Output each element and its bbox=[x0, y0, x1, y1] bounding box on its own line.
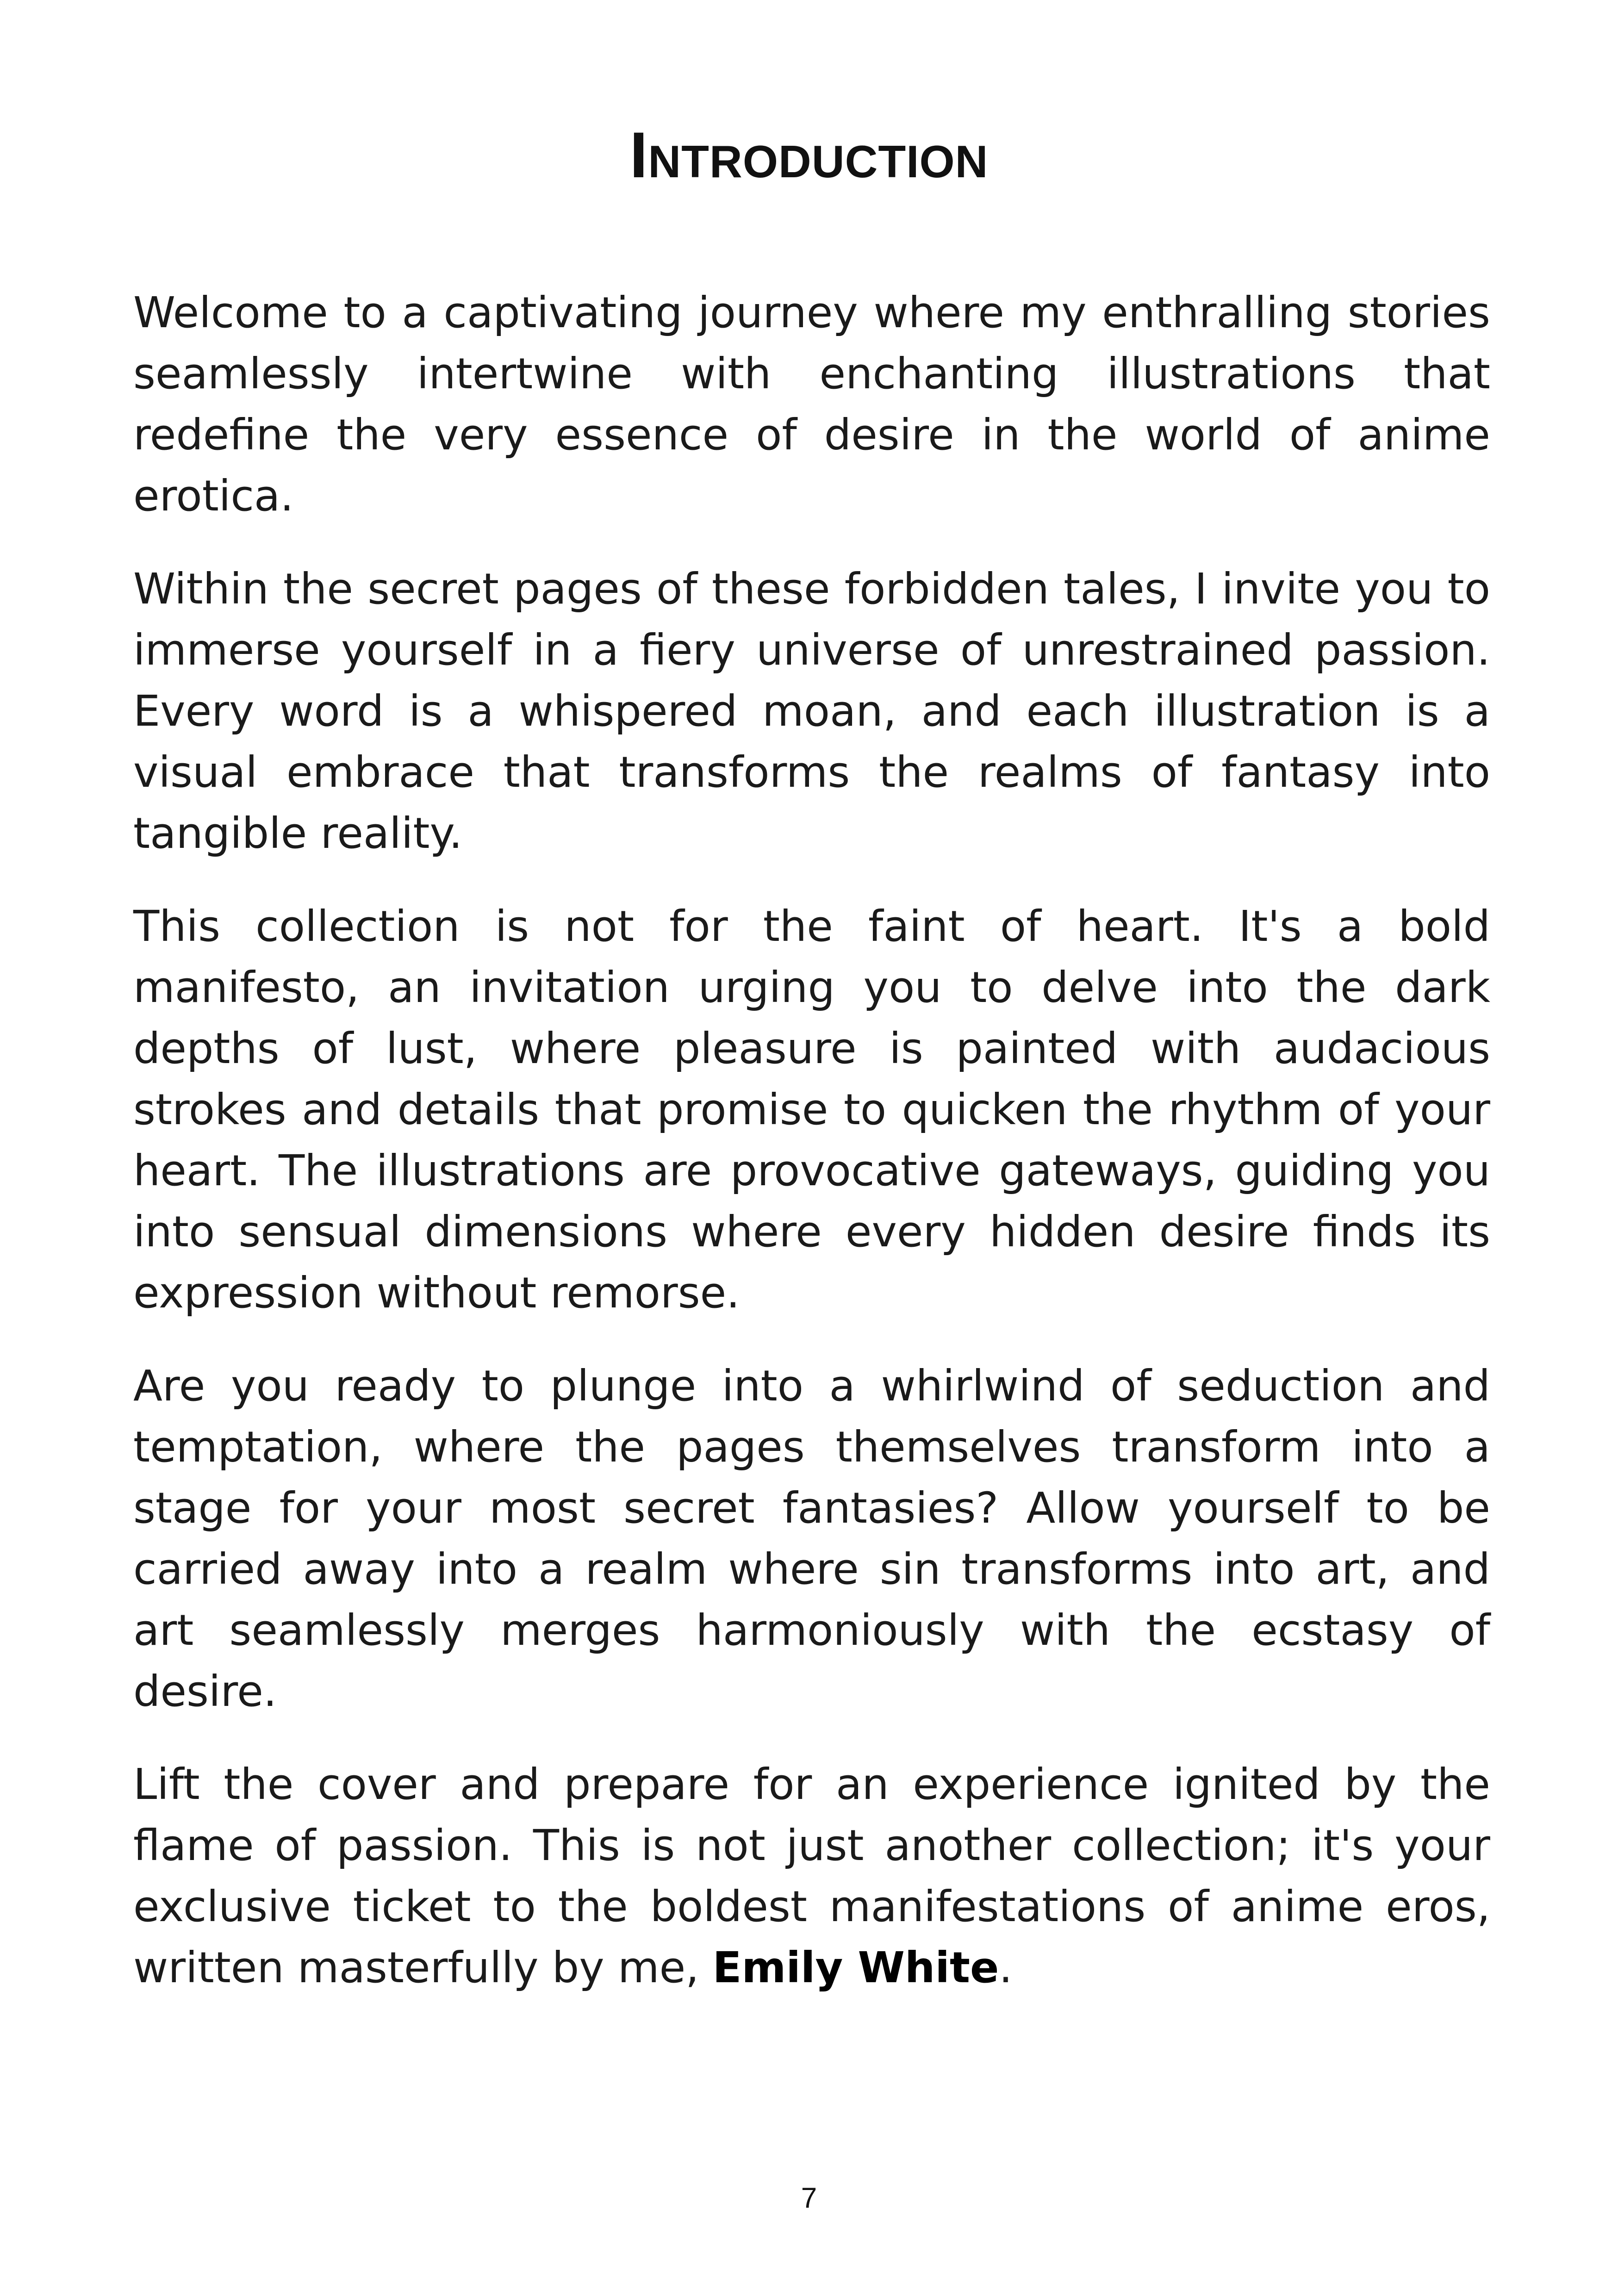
author-name: Emily White bbox=[712, 1943, 999, 1992]
paragraph-1: Welcome to a captivating journey where my enthralling stories seamlessly intertwine with enchanting illustrations that redefine the very essence of desire in the world of anime erotica. bbox=[133, 288, 1490, 521]
paragraph-3: This collection is not for the faint of heart. It's a bold manifesto, an invitation urging you to delve into the dark depths of lust, where pleasure is painted with audacious strokes and details that promise to quicken the rhythm of your heart. The illustrations are provocative gateways, guiding you into sensual dimensions where every hidden desire finds its expression without remorse. bbox=[133, 902, 1490, 1318]
closing-period: . bbox=[999, 1943, 1013, 1992]
paragraph-2: Within the secret pages of these forbidden tales, I invite you to immerse yourself in a fiery universe of unrestrained passion. Every word is a whispered moan, and each illustration is a visual embrace that transforms the realms of fantasy into tangible reality. bbox=[133, 564, 1490, 858]
page-number: 7 bbox=[801, 2182, 817, 2214]
closing-text: Lift the cover and prepare for an experience ignited by the flame of passion. This is not just another collection; it's your exclusive ticket to the boldest manifestations of anime eros, written masterfully by me, bbox=[133, 1760, 1490, 1992]
body-text bbox=[133, 282, 1490, 2030]
paragraph-5 bbox=[133, 1754, 1490, 1998]
paragraph-4: Are you ready to plunge into a whirlwind of seduction and temptation, where the pages themselves transform into a stage for your most secret fantasies? Allow yourself to be carried away into a realm where sin transforms into art, and art seamlessly merges harmoniously with the ecstasy of desire. bbox=[133, 1361, 1490, 1716]
page-title: Introduction bbox=[629, 118, 989, 191]
